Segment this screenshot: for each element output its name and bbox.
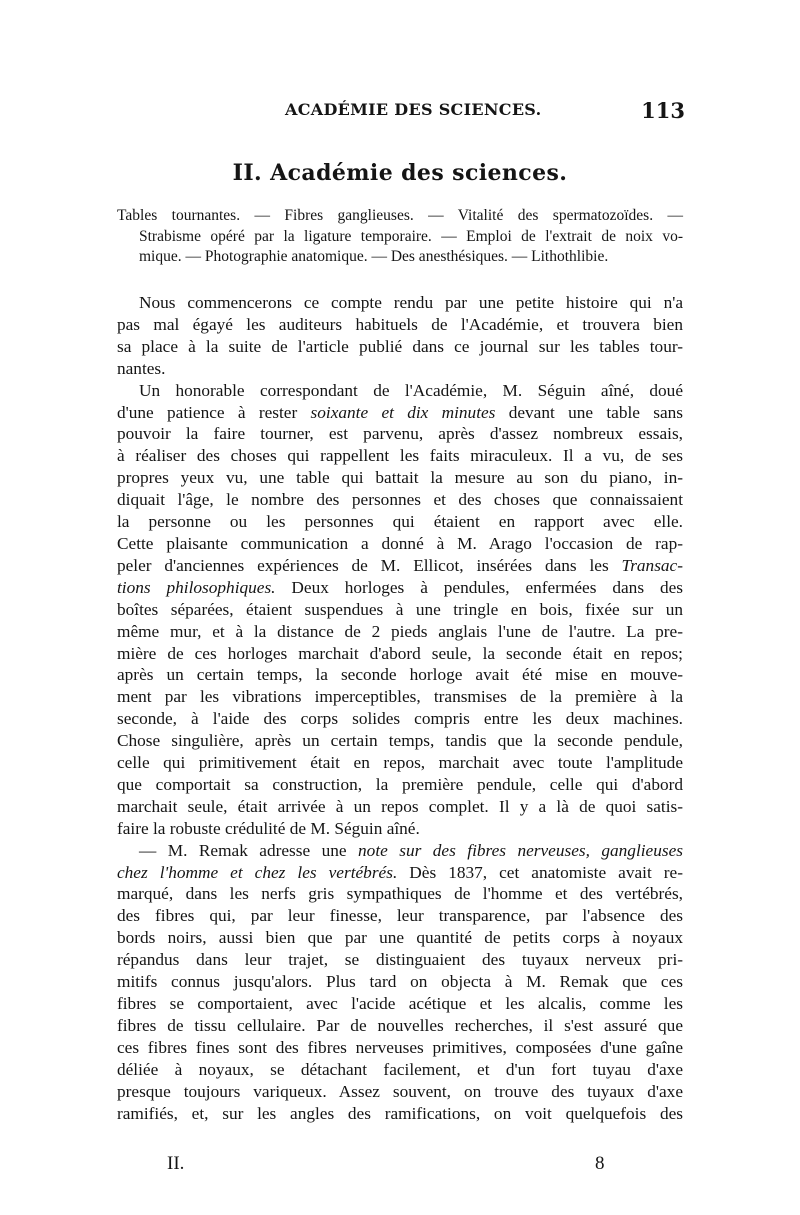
paragraph-seguin <box>117 380 683 840</box>
summary-line: Strabisme opéré par la ligature temporaire. — Emploi de l'extrait de noix vo- <box>139 227 683 245</box>
italic-phrase: Transac- <box>621 555 683 575</box>
text-line <box>117 577 683 599</box>
text-fragment: peler d'anciennes expériences de M. Ellicot, insérées dans les <box>117 555 609 575</box>
text-line: déliée à noyaux, se détachant facilement, et d'un fort tuyau d'axe <box>117 1059 683 1079</box>
text-line <box>117 840 683 862</box>
text-line <box>117 402 683 424</box>
text-line: faire la robuste crédulité de M. Séguin aîné. <box>117 818 420 838</box>
text-line: bords noirs, aussi bien que par une quantité de petits corps à noyaux <box>117 928 683 948</box>
paragraph-tables-tournantes <box>117 292 683 380</box>
text-line: fibres de tissu cellulaire. Par de nouvelles recherches, il s'est assuré que <box>117 1015 683 1035</box>
text-line: pouvoir la faire tourner, est parvenu, après d'assez nombreux essais, <box>117 424 683 444</box>
running-title: ACADÉMIE DES SCIENCES. <box>285 100 542 119</box>
text-line: mitifs connus jusqu'alors. Plus tard on objecta à M. Remak que ces <box>117 972 683 992</box>
text-line: à réaliser des choses qui rappellent les faits miraculeux. Il a vu, de ses <box>117 446 683 466</box>
section-summary <box>117 206 683 268</box>
summary-line: Tables tournantes. — Fibres ganglieuses. — Vitalité des spermatozoïdes. — <box>117 207 683 224</box>
text-line <box>117 555 683 577</box>
text-line: pas mal égayé les auditeurs habituels de l'Académie, et trouvera bien <box>117 314 683 334</box>
italic-phrase: soixante et dix minutes <box>310 402 496 422</box>
text-fragment: — M. Remak adresse une <box>139 840 347 860</box>
text-line: fibres se comportaient, avec l'acide acétique et les alcalis, comme les <box>117 994 683 1013</box>
italic-phrase: tions philosophiques. <box>117 577 276 597</box>
text-line <box>117 862 683 884</box>
body-text <box>117 292 683 1124</box>
text-line: répandus dans leur trajet, se distinguaient des tuyaux nerveux pri- <box>117 950 683 970</box>
text-line: mière de ces horloges marchait d'abord seule, la seconde était en repos; <box>117 643 683 663</box>
text-line: boîtes séparées, étaient suspendues à une tringle en bois, fixée sur un <box>117 599 683 619</box>
text-line: propres yeux vu, une table qui battait la mesure au son du piano, in- <box>117 468 683 488</box>
paragraph-remak <box>117 840 683 1125</box>
running-head <box>115 98 685 126</box>
text-fragment: devant une table sans <box>508 402 683 422</box>
italic-phrase: note sur des fibres nerveuses, ganglieuses <box>358 840 683 860</box>
text-fragment: d'une patience à rester <box>117 402 298 422</box>
volume-mark: II. <box>167 1153 185 1174</box>
italic-phrase: chez l'homme et chez les vertébrés. <box>117 862 398 882</box>
text-line: ces fibres fines sont des fibres nerveuses primitives, composées d'une gaîne <box>117 1037 683 1057</box>
summary-line: mique. — Photographie anatomique. — Des anesthésiques. — Lithothlibie. <box>139 248 609 265</box>
text-line: diquait l'âge, le nombre des personnes et des choses que connaissaient <box>117 490 683 510</box>
page-number: 113 <box>641 98 685 123</box>
text-line: ramifiés, et, sur les angles des ramifications, on voit quelquefois des <box>117 1103 683 1123</box>
text-line: presque toujours variqueux. Assez souvent, on trouve des tuyaux d'axe <box>117 1081 683 1101</box>
text-line: Un honorable correspondant de l'Académie, M. Séguin aîné, doué <box>139 380 683 400</box>
sheet-signature: 8 <box>595 1153 605 1174</box>
text-line: même mur, et à la distance de 2 pieds anglais l'une de l'autre. La pre- <box>117 621 683 641</box>
text-line: celle qui primitivement était en repos, marchait avec toute l'amplitude <box>117 753 683 773</box>
text-line: Nous commencerons ce compte rendu par une petite histoire qui n'a <box>139 293 683 312</box>
text-line: Chose singulière, après un certain temps, tandis que la seconde pendule, <box>117 731 683 751</box>
text-line: marchait seule, était arrivée à un repos complet. Il y a là de quoi satis- <box>117 796 683 816</box>
text-line: après un certain temps, la seconde horloge avait été mise en mouve- <box>117 665 683 685</box>
text-line: des fibres qui, par leur finesse, leur transparence, par l'absence des <box>117 906 683 926</box>
text-line: ment par les vibrations imperceptibles, transmises de la première à la <box>117 687 683 707</box>
text-line: sa place à la suite de l'article publié dans ce journal sur les tables tour- <box>117 336 683 356</box>
section-title: II. Académie des sciences. <box>232 160 568 186</box>
text-line: la personne ou les personnes qui étaient en rapport avec elle. <box>117 512 683 532</box>
signature-line <box>117 1153 683 1177</box>
text-line: nantes. <box>117 358 166 378</box>
text-line: marqué, dans les nerfs gris sympathiques de l'homme et des vertébrés, <box>117 884 683 904</box>
text-line: seconde, à l'aide des corps solides compris entre les deux machines. <box>117 709 683 729</box>
text-line: que comportait sa construction, la première pendule, celle qui d'abord <box>117 774 683 794</box>
text-fragment: Deux horloges à pendules, enfermées dans des <box>291 577 683 597</box>
text-fragment: Dès 1837, cet anatomiste avait re- <box>409 862 683 882</box>
text-line: Cette plaisante communication a donné à M. Arago l'occasion de rap- <box>117 533 683 553</box>
